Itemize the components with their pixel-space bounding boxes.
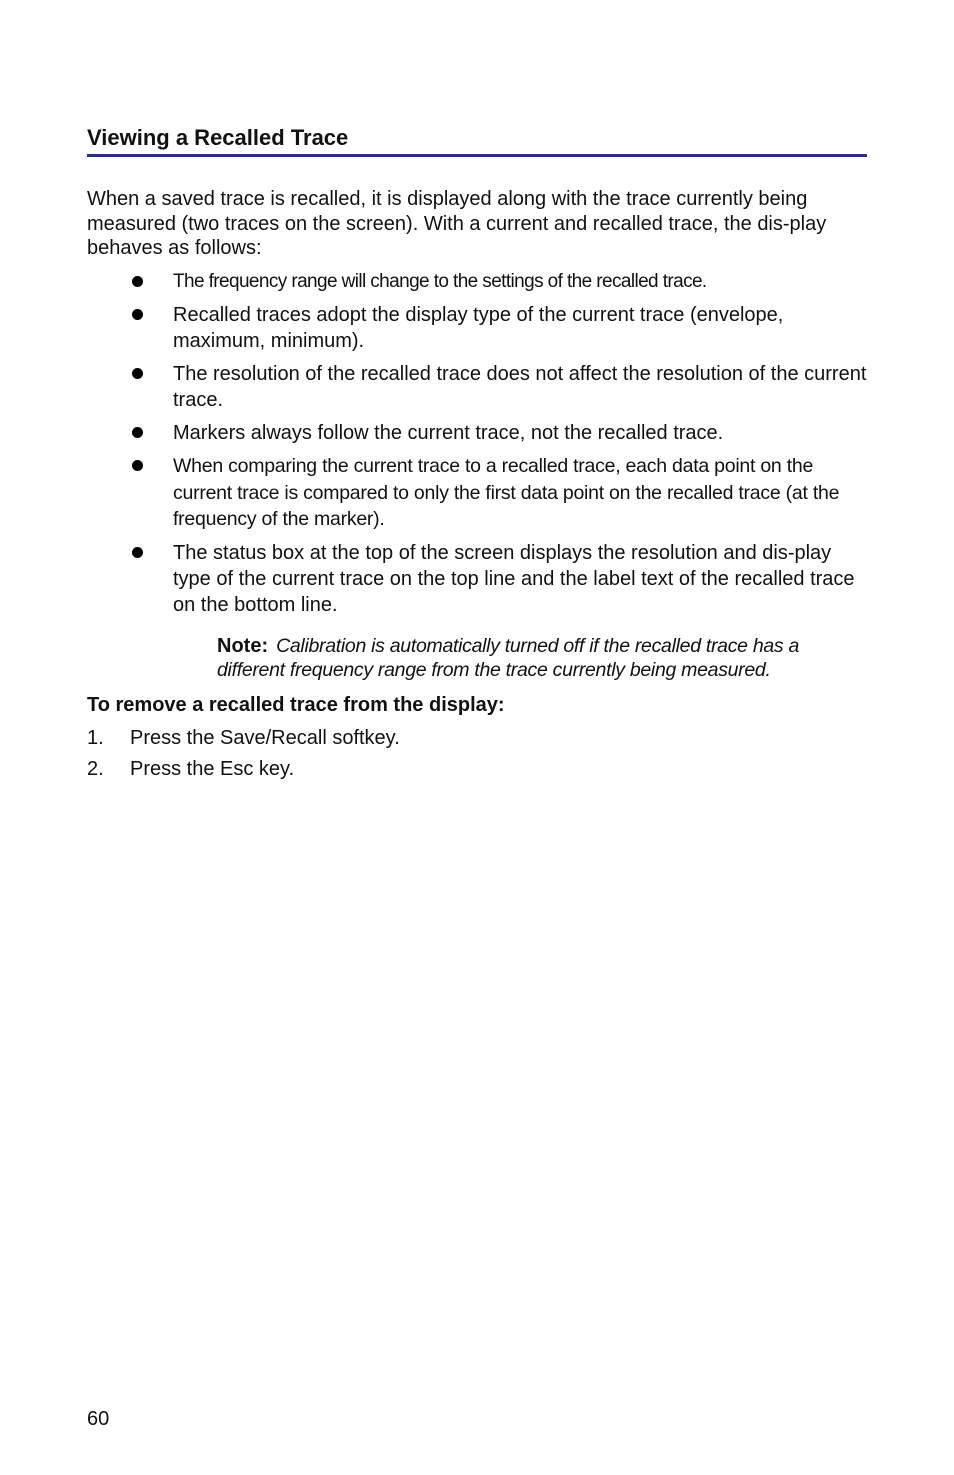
behavior-list <box>87 269 867 625</box>
list-item <box>87 540 867 618</box>
list-item <box>87 420 867 446</box>
heading-rule <box>87 154 867 157</box>
step-number: 1. <box>87 727 104 749</box>
list-item-text: The frequency range will change to the settings of the recalled trace. <box>173 271 707 292</box>
list-item-text: The resolution of the recalled trace does not affect the resolution of the current trace. <box>173 363 867 411</box>
step-text: Press the Save/Recall softkey. <box>130 727 400 749</box>
list-item-text: Markers always follow the current trace, not the recalled trace. <box>173 422 724 444</box>
section-heading: Viewing a Recalled Trace <box>87 125 349 150</box>
list-item <box>87 361 867 413</box>
bullet-icon <box>132 309 143 320</box>
list-item-text: Recalled traces adopt the display type of the current trace (envelope, maximum, minimum). <box>173 304 784 352</box>
page-number: 60 <box>87 1408 110 1430</box>
bullet-icon <box>132 547 143 558</box>
list-item <box>87 302 867 354</box>
bullet-icon <box>132 368 143 379</box>
step-text: Press the Esc key. <box>130 758 295 780</box>
note-text: Calibration is automatically turned off if the recalled trace has a different frequency range from the trace currently being measured. <box>217 635 800 681</box>
note-label: Note: <box>217 635 269 657</box>
step-number: 2. <box>87 758 104 780</box>
bullet-icon <box>132 460 143 471</box>
step-item <box>87 756 867 782</box>
intro-paragraph: When a saved trace is recalled, it is displayed along with the trace currently being measured (two traces on the screen). With a current and recalled trace, the dis-play behaves as follows: <box>87 188 827 259</box>
bullet-icon <box>132 276 143 287</box>
list-item-text: The status box at the top of the screen displays the resolution and dis-play type of the current trace on the top line and the label text of the recalled trace on the bottom line. <box>173 541 855 616</box>
calibration-note <box>217 634 867 682</box>
bullet-icon <box>132 427 143 438</box>
procedure-title: To remove a recalled trace from the display: <box>87 694 505 716</box>
list-item <box>87 453 867 533</box>
list-item <box>87 269 867 295</box>
procedure-steps <box>87 725 867 787</box>
list-item-text: When comparing the current trace to a recalled trace, each data point on the current trace is compared to only the first data point on the recalled trace (at the frequency of the marker). <box>173 455 840 530</box>
step-item <box>87 725 867 751</box>
